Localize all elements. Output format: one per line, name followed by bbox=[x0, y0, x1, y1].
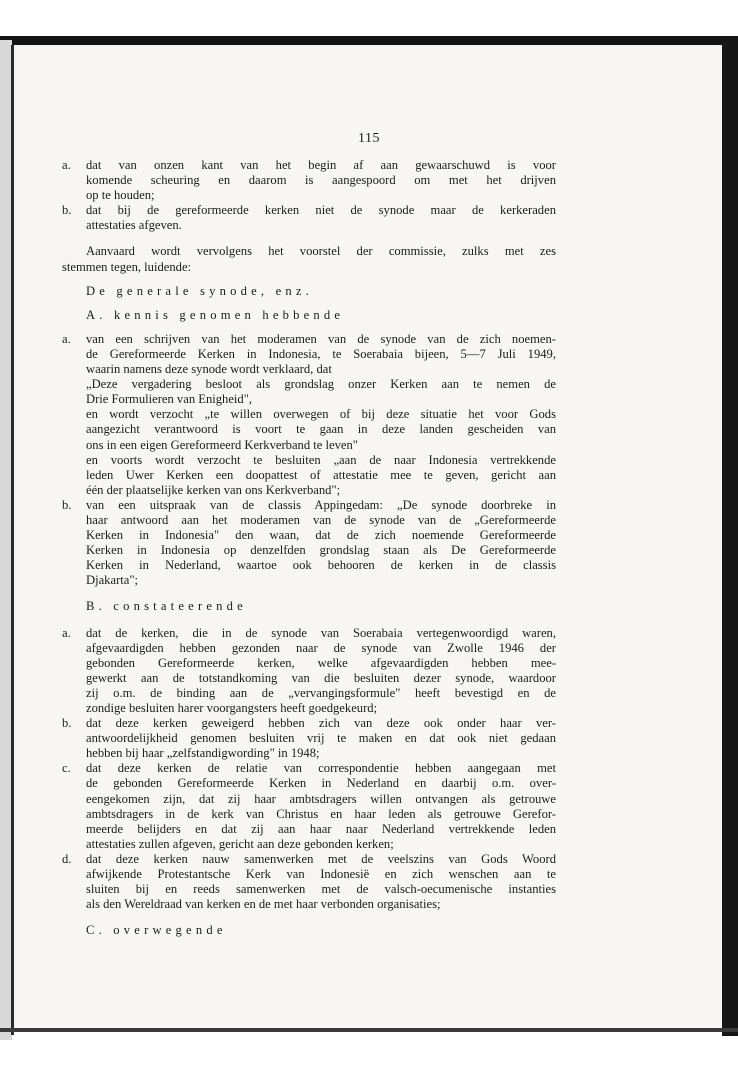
text-line: Djakarta"; bbox=[86, 573, 138, 588]
text-line: afwijkende Protestantsche Kerk van Indonesië en zich wenschen aan te bbox=[86, 867, 556, 882]
list-marker: c. bbox=[62, 761, 71, 776]
text-line: dat bij de gereformeerde kerken niet de synode maar de kerkeraden bbox=[86, 203, 556, 218]
section-b-heading: B. constateerende bbox=[86, 599, 247, 614]
text-line: hebben bij haar „zelfstandigwording" in 1948; bbox=[86, 746, 320, 761]
section-b-item-d bbox=[62, 852, 556, 912]
text-line: afgevaardigden hebben gezonden naar de synode van Zwolle 1946 der bbox=[86, 640, 556, 655]
text-line: Kerken in Indonesia op denzelfden grondslag staan als De Gereformeerde bbox=[86, 543, 556, 558]
list-marker: b. bbox=[62, 203, 72, 218]
page-number: 115 bbox=[358, 131, 380, 146]
text-line: komende scheuring en daarom is aangespoord om met het drijven bbox=[86, 173, 556, 188]
text-line: gebonden Gereformeerde kerken, welke afgevaardigden hebben mee- bbox=[86, 655, 556, 670]
text-line: attestaties zullen afgeven, gericht aan deze gebonden kerken; bbox=[86, 836, 394, 851]
intro-list bbox=[10, 158, 556, 233]
text-line: haar antwoord aan het moderamen van de synode van de „Gereformeerde bbox=[86, 512, 556, 527]
text-line: als den Wereldraad van kerken en de met haar verbonden organisaties; bbox=[86, 897, 441, 912]
text-line: waarin namens deze synode wordt verklaard, dat bbox=[86, 362, 332, 377]
text-line: van een uitspraak van de classis Appingedam: „De synode doorbreke in bbox=[86, 497, 556, 512]
scan-edge-bottom bbox=[0, 1028, 738, 1032]
text-line: de gebonden Gereformeerde Kerken in Nederland en daarbij o.m. over- bbox=[86, 776, 556, 791]
list-marker: a. bbox=[62, 625, 71, 640]
intro-item-a bbox=[10, 158, 556, 203]
text-line: gewerkt aan de totstandkoming van die besluiten dezer synode, waardoor bbox=[86, 670, 556, 685]
text-line: Kerken in Nederland, waartoe ook behooren de kerken in de classis bbox=[86, 558, 556, 573]
text-line: „Deze vergadering besloot als grondslag onzer Kerken aan te nemen de bbox=[86, 377, 556, 392]
text-line: ambtsdragers in de kerk van Christus en haar leden als getrouwe Gerefor- bbox=[86, 806, 556, 821]
section-b-item-a bbox=[62, 626, 556, 717]
text-line: dat van onzen kant van het begin af aan gewaarschuwd is voor bbox=[86, 158, 556, 172]
text-line: stemmen tegen, luidende: bbox=[62, 259, 192, 274]
aanvaard-paragraph bbox=[62, 244, 556, 274]
text-line: leden Uwer Kerken een doopattest of attestatie mee te geven, gericht aan bbox=[86, 467, 556, 482]
text-line: aangezicht verantwoord is voort te gaan in deze landen gescheiden van bbox=[86, 422, 556, 437]
text-line: eengekomen zijn, dat zij haar ambtsdragers willen ontvangen als getrouwe bbox=[86, 791, 556, 806]
text-line: meerde belijders en dat zij aan haar naar Nederland vertrekkende leden bbox=[86, 821, 556, 836]
document-body bbox=[62, 158, 556, 938]
scan-edge-top bbox=[0, 36, 738, 45]
text-line: attestaties afgeven. bbox=[86, 218, 182, 233]
text-line: dat deze kerken nauw samenwerken met de veelszins van Gods Woord bbox=[86, 851, 556, 866]
text-line: zondige besluiten harer voorgangsters heeft goedgekeurd; bbox=[86, 701, 378, 715]
text-line: dat de kerken, die in de synode van Soerabaia vertegenwoordigd waren, bbox=[86, 625, 556, 640]
list-marker: a. bbox=[62, 158, 71, 172]
text-line: dat deze kerken geweigerd hebben zich van deze ook onder haar ver- bbox=[86, 716, 556, 731]
section-a-item-a bbox=[62, 332, 556, 498]
section-a-item-b bbox=[62, 498, 556, 589]
text-line: en wordt verzocht „te willen overwegen of bij deze situatie het voor Gods bbox=[86, 407, 556, 422]
section-b-item-b bbox=[62, 716, 556, 761]
text-line: één der plaatselijke kerken van ons Kerkverband"; bbox=[86, 482, 341, 497]
text-line: op te houden; bbox=[86, 188, 155, 203]
section-c-heading: C. overwegende bbox=[86, 923, 227, 938]
list-marker: d. bbox=[62, 851, 72, 866]
scan-edge-right bbox=[722, 36, 738, 1036]
intro-item-b bbox=[10, 203, 556, 233]
section-b-item-c bbox=[62, 761, 556, 852]
text-line: sluiten bij en reeds samenwerken met de valsch-oecumenische instanties bbox=[86, 882, 556, 897]
synode-heading: De generale synode, enz. bbox=[86, 283, 314, 298]
text-line: zij o.m. de binding aan de „vervangingsformule" heeft bevestigd en de bbox=[86, 685, 556, 700]
text-line: dat deze kerken de relatie van correspondentie hebben aangegaan met bbox=[86, 761, 556, 776]
text-line: ons in een eigen Gereformeerd Kerkverband te leven" bbox=[86, 437, 358, 452]
list-marker: a. bbox=[62, 331, 71, 346]
list-marker: b. bbox=[62, 716, 72, 731]
text-line: Drie Formulieren van Enigheid", bbox=[86, 392, 253, 407]
list-marker: b. bbox=[62, 497, 72, 512]
text-line: Aanvaard wordt vervolgens het voorstel der commissie, zulks met zes bbox=[86, 244, 556, 259]
text-line: van een schrijven van het moderamen van de synode van de zich noemen- bbox=[86, 331, 556, 346]
text-line: de Gereformeerde Kerken in Indonesia, te Soerabaia bijeen, 5—7 Juli 1949, bbox=[86, 346, 556, 361]
text-line: en voorts wordt verzocht te besluiten „aan de naar Indonesia vertrekkende bbox=[86, 452, 556, 467]
section-a-heading: A. kennis genomen hebbende bbox=[86, 307, 345, 322]
text-line: antwoordelijkheid genomen besluiten vrij te maken en dat ook niet gedaan bbox=[86, 731, 556, 746]
text-line: Kerken in Indonesia" den waan, dat de zich noemende Gereformeerde bbox=[86, 528, 556, 543]
